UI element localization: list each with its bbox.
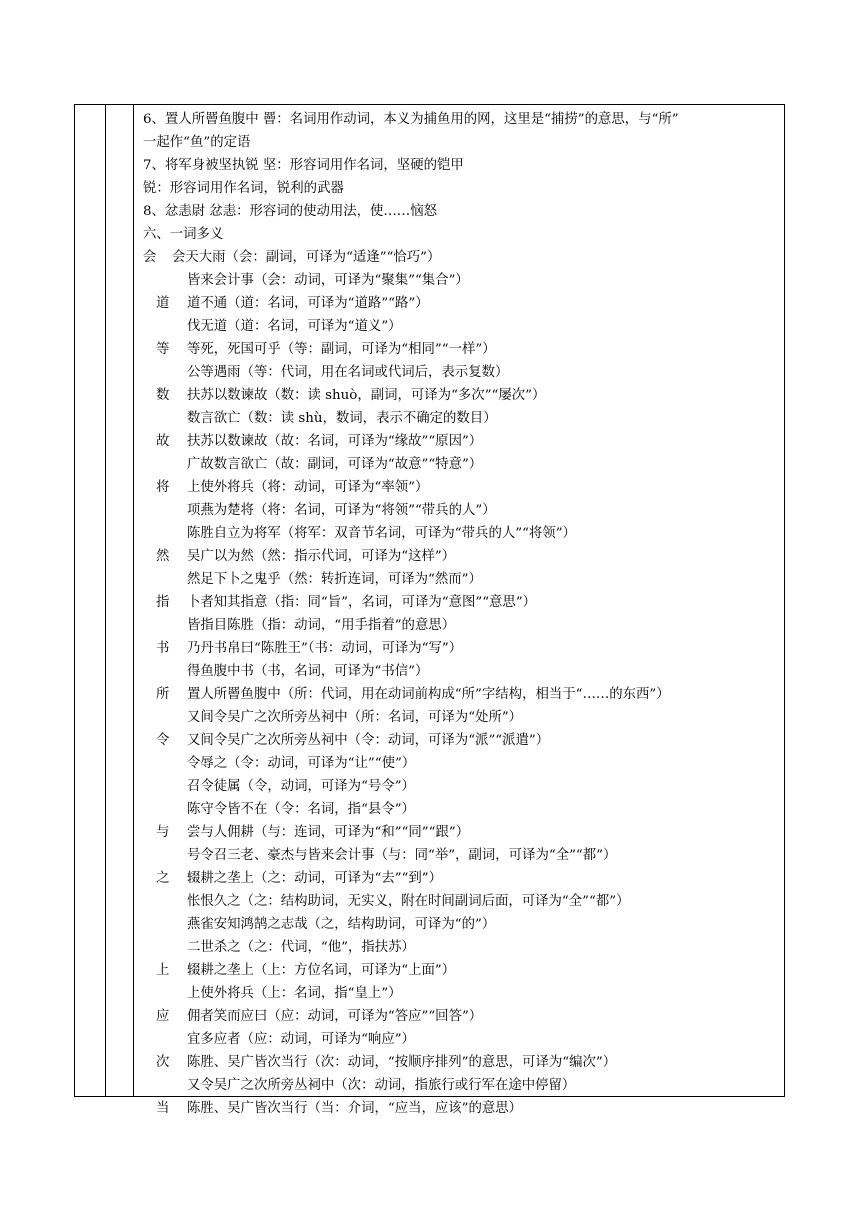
entry-example: 燕雀安知鸿鹄之志哉（之，结构助词，可译为“的”）	[187, 917, 496, 932]
entry-word: 次	[156, 1055, 170, 1070]
entry-example: 召令徒属（令，动词，可译为“号令”）	[187, 779, 415, 794]
entry-example: 然足下卜之鬼乎（然：转折连词，可译为“然而”）	[187, 572, 482, 587]
entry-shu-book	[143, 637, 783, 660]
note-6-line-1: 6、置人所罾鱼腹中 罾：名词用作动词，本义为捕鱼用的网，这里是“捕捞”的意思，与“所”	[143, 112, 679, 127]
entry-example: 皆指目陈胜（指：动词，“用手指着”的意思）	[187, 618, 456, 633]
entry-word: 会	[143, 250, 157, 265]
entry-ran	[143, 545, 783, 568]
entry-ying	[143, 1005, 783, 1028]
entry-dang	[143, 1097, 783, 1120]
entry-suo	[143, 683, 783, 706]
entry-example: 上使外将兵（将：动词，可译为“率领”）	[187, 480, 429, 495]
entry-example: 道不通（道：名词，可译为“道路”“路”）	[187, 296, 429, 311]
entry-word: 之	[156, 871, 170, 886]
entry-example: 尝与人佣耕（与：连词，可译为“和”“同”“跟”）	[187, 825, 470, 840]
entry-hui	[143, 246, 783, 269]
entry-example: 等死，死国可乎（等：副词，可译为“相同”“一样”）	[187, 342, 496, 357]
entry-jiang	[143, 476, 783, 499]
column-divider-2	[133, 104, 134, 1097]
entry-example: 又间令吴广之次所旁丛祠中（令：动词，可译为“派”“派遣”）	[187, 733, 550, 748]
entry-example: 宜多应者（应：动词，可译为“响应”）	[187, 1032, 415, 1047]
entry-word: 应	[156, 1009, 170, 1024]
entry-example: 号令召三老、豪杰与皆来会计事（与：同“举”，副词，可译为“全”“都”）	[187, 848, 617, 863]
entry-shu	[143, 384, 783, 407]
section-heading: 六、一词多义	[143, 227, 224, 242]
entry-example: 公等遇雨（等：代词，用在名词或代词后，表示复数）	[187, 365, 509, 380]
notes-content	[143, 108, 783, 1120]
entry-example: 辍耕之垄上（上：方位名词，可译为“上面”）	[187, 963, 456, 978]
entry-example: 陈胜、吴广皆次当行（当：介词，“应当，应该”的意思）	[187, 1101, 523, 1116]
entry-example: 乃丹书帛曰“陈胜王”（书：动词，可译为“写”）	[187, 641, 463, 656]
note-7-line-1: 7、将军身被坚执锐 坚：形容词用作名词，坚硬的铠甲	[143, 158, 464, 173]
entry-example: 辍耕之垄上（之：动词，可译为“去”“到”）	[187, 871, 443, 886]
entry-example: 广故数言欲亡（故：副词，可译为“故意”“特意”）	[187, 457, 483, 472]
entry-example: 陈胜、吴广皆次当行（次：动词，“按顺序排列”的意思，可译为“编次”）	[187, 1055, 617, 1070]
note-7-line-2: 锐：形容词用作名词，锐利的武器	[143, 181, 344, 196]
entry-shang	[143, 959, 783, 982]
entry-zhi	[143, 591, 783, 614]
entry-word: 当	[156, 1101, 170, 1116]
entry-example: 陈胜自立为将军（将军：双音节名词，可译为“带兵的人”“将领”）	[187, 526, 576, 541]
column-divider-1	[105, 104, 106, 1097]
entry-deng	[143, 338, 783, 361]
entry-word: 然	[156, 549, 170, 564]
entry-example: 吴广以为然（然：指示代词，可译为“这样”）	[187, 549, 456, 564]
entry-ling	[143, 729, 783, 752]
entry-example: 怅恨久之（之：结构助词，无实义，附在时间副词后面，可译为“全”“都”）	[187, 894, 630, 909]
entry-word: 数	[156, 388, 170, 403]
note-8: 8、忿恚尉 忿恚：形容词的使动用法，使……恼怒	[143, 204, 437, 219]
entry-example: 项燕为楚将（将：名词，可译为“将领”“带兵的人”）	[187, 503, 496, 518]
entry-zhi-particle	[143, 867, 783, 890]
entry-example: 伐无道（道：名词，可译为“道义”）	[187, 319, 402, 334]
entry-yu	[143, 821, 783, 844]
entry-example: 卜者知其指意（指：同“旨”，名词，可译为“意图”“意思”）	[187, 595, 537, 610]
entry-example: 扶苏以数谏故（故：名词，可译为“缘故”“原因”）	[187, 434, 483, 449]
entry-example: 皆来会计事（会：动词，可译为“聚集”“集合”）	[187, 273, 469, 288]
note-6-line-2: 一起作“鱼”的定语	[143, 135, 251, 150]
entry-word: 故	[156, 434, 170, 449]
entry-word: 等	[156, 342, 170, 357]
entry-gu	[143, 430, 783, 453]
entry-example: 会天大雨（会：副词，可译为“适逢”“恰巧”）	[172, 250, 441, 265]
entry-example: 又间令吴广之次所旁丛祠中（所：名词，可译为“处所”）	[187, 710, 523, 725]
entry-word: 书	[156, 641, 170, 656]
entry-word: 所	[156, 687, 170, 702]
entry-example: 置人所罾鱼腹中（所：代词，用在动词前构成“所”字结构，相当于“……的东西”）	[187, 687, 670, 702]
entry-ci	[143, 1051, 783, 1074]
entry-word: 指	[156, 595, 170, 610]
entry-example: 上使外将兵（上：名词，指“皇上”）	[187, 986, 402, 1001]
entry-word: 将	[156, 480, 170, 495]
entry-example: 令辱之（令：动词，可译为“让”“使”）	[187, 756, 416, 771]
entry-example: 扶苏以数谏故（数：读 shuò，副词，可译为“多次”“屡次”）	[187, 388, 546, 403]
entry-example: 得鱼腹中书（书，名词，可译为“书信”）	[187, 664, 429, 679]
entry-word: 上	[156, 963, 170, 978]
entry-word: 道	[156, 296, 170, 311]
entry-example: 佣者笑而应曰（应：动词，可译为“答应”“回答”）	[187, 1009, 483, 1024]
entry-word: 与	[156, 825, 170, 840]
entry-example: 陈守令皆不在（令：名词，指“县令”）	[187, 802, 415, 817]
entry-dao	[143, 292, 783, 315]
entry-example: 二世杀之（之：代词，“他”，指扶苏）	[187, 940, 415, 955]
entry-example: 又令吴广之次所旁丛祠中（次：动词，指旅行或行军在途中停留）	[187, 1078, 576, 1093]
entry-example: 数言欲亡（数：读 shù，数词，表示不确定的数目）	[187, 411, 497, 426]
entry-word: 令	[156, 733, 170, 748]
